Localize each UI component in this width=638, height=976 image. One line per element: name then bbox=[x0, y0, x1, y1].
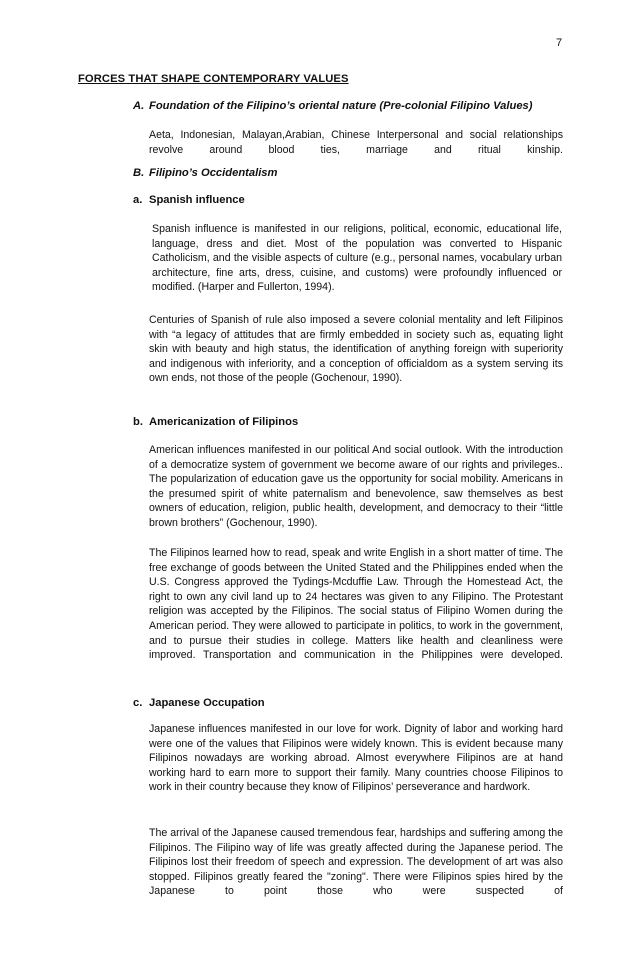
spanish-influence-paragraph-2: Centuries of Spanish of rule also imposed a severe colonial mentality and left Filipinos with “a legacy of attitudes that are firmly embedded in society such as, equating light skin with beauty and high status, the identification of anything foreign with superiority and indigenous with inferiority, and a conception of officialdom as a system serving its own ends, not those of the people (Gochenour, 1990). bbox=[149, 314, 563, 385]
section-a-title: Foundation of the Filipino’s oriental nature (Pre-colonial Filipino Values) bbox=[149, 100, 533, 112]
sub-b-title: Americanization of Filipinos bbox=[149, 416, 299, 428]
section-a-text: Aeta, Indonesian, Malayan,Arabian, Chinese Interpersonal and social relationships revolve around blood ties, marriage and ritual kinship. bbox=[149, 129, 563, 156]
sub-a-label: a. bbox=[133, 194, 143, 206]
sub-a-title: Spanish influence bbox=[149, 194, 245, 206]
sub-b-label: b. bbox=[133, 416, 143, 428]
main-heading: FORCES THAT SHAPE CONTEMPORARY VALUES bbox=[78, 73, 349, 85]
americanization-heading bbox=[133, 416, 298, 428]
spanish-influence-paragraph-1: Spanish influence is manifested in our religions, political, economic, educational life, language, dress and diet. Most of the population was converted to Hispanic Catholicism, and the visible aspects of culture (e.g., personal names, vocabulary urban architecture, fine arts, dress, cuisine, and customs) were profoundly influenced or modified. (Harper and Fullerton, 1994). bbox=[152, 223, 562, 294]
americanization-paragraph-2: The Filipinos learned how to read, speak and write English in a short matter of time. The free exchange of goods between the United Stated and the Philippines ended when the U.S. Congress approved the Tydings-Mcduffie Law. Through the Homestead Act, the right to own any civil land up to 24 hectares was given to any Filipino. The Protestant religion was accepted by the Filipinos. The social status of Filipino Women during the American period. They were allowed to participate in politics, to work in the government, and to pursue their studies in college. Matters like health and cleanliness were improved. Transportation and communication in the Philippines were developed. bbox=[149, 547, 563, 662]
americanization-paragraph-1: American influences manifested in our political And social outlook. With the introduction of a democratize system of government we become aware of our rights and privileges.. The popularization of education gave us the opportunity for social mobility. Americans in the presumed spirit of white paternalism and benevolence, saw themselves as best owners of education, religion, public health, development, and democracy to their “little brown brothers” (Gochenour, 1990). bbox=[149, 444, 563, 529]
section-b-heading bbox=[133, 167, 277, 179]
section-b-title: Filipino’s Occidentalism bbox=[149, 167, 278, 179]
japanese-occupation-heading bbox=[133, 697, 265, 709]
japanese-occupation-paragraph-1: Japanese influences manifested in our love for work. Dignity of labor and working hard were one of the values that Filipinos were widely known. This is evident because many Filipinos nowadays are working abroad. Almost everywhere Filipinos are at hand working hard to earn more to support their family. Many countries choose Filipinos to work in their country because they know of Filipinos’ perseverance and hardwork. bbox=[149, 723, 563, 794]
spanish-influence-heading bbox=[133, 194, 245, 206]
section-b-label: B. bbox=[133, 167, 145, 179]
sub-c-label: c. bbox=[133, 697, 143, 709]
page-number: 7 bbox=[556, 37, 563, 49]
section-a-heading bbox=[133, 100, 533, 112]
sub-c-title: Japanese Occupation bbox=[149, 697, 265, 709]
section-a-label: A. bbox=[133, 100, 145, 112]
japanese-occupation-paragraph-2: The arrival of the Japanese caused tremendous fear, hardships and suffering among the Filipinos. The Filipino way of life was greatly affected during the Japanese period. The Filipinos lost their freedom of speech and expression. The development of art was also stopped. Filipinos greatly feared the "zoning". There were Filipinos spies hired by the Japanese to point those who were suspected of bbox=[149, 827, 563, 898]
